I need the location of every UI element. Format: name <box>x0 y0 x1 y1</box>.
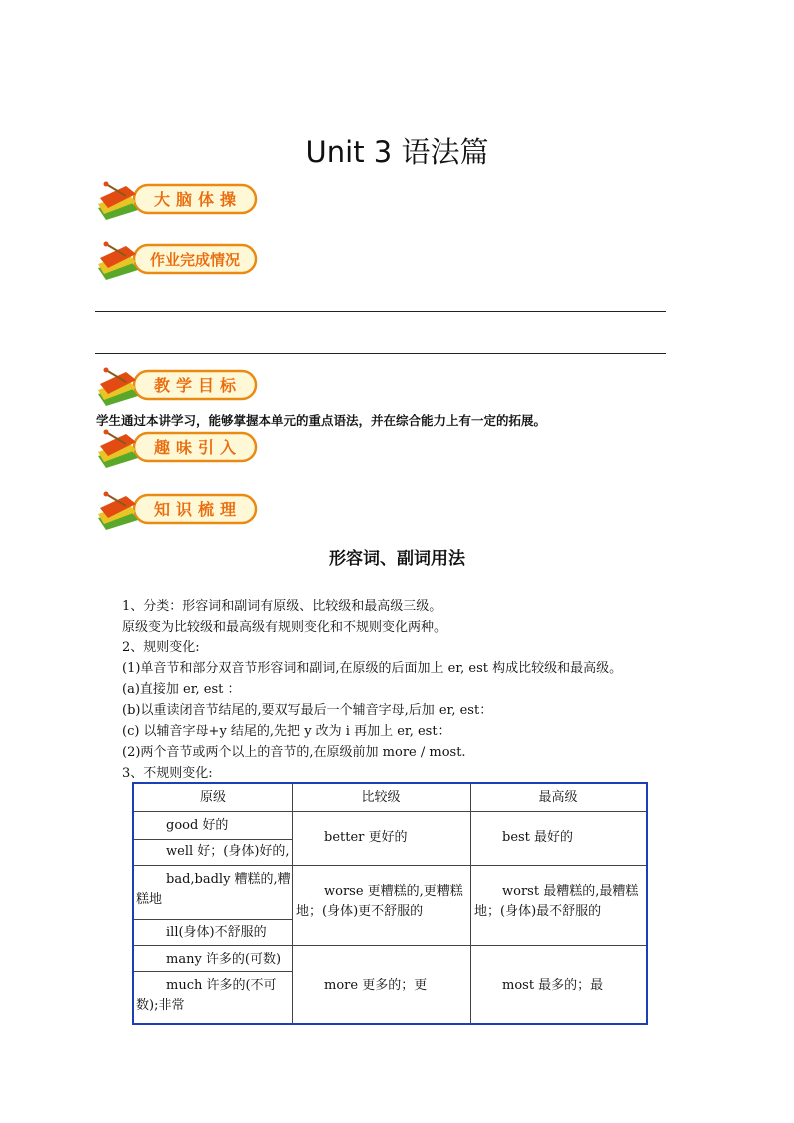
table-divider <box>134 919 292 920</box>
table-divider <box>134 945 646 946</box>
section-label: 教学目标 <box>153 376 242 395</box>
irregular-forms-table <box>132 782 648 1025</box>
table-cell: bad,badly 糟糕的,糟糕地 <box>136 872 291 907</box>
section-label: 趣味引入 <box>153 438 242 457</box>
table-divider <box>470 784 471 1023</box>
body-line: 3、不规则变化: <box>122 766 213 781</box>
table-divider <box>134 865 646 866</box>
body-line: (1)单音节和部分双音节形容词和副词,在原级的后面加上 er, est 构成比较级和最高级。 <box>122 661 623 676</box>
section-label: 大脑体操 <box>153 190 242 209</box>
table-cell: well 好；(身体)好的, <box>166 844 290 859</box>
section-label: 知识梳理 <box>153 500 242 519</box>
section-banner-goal <box>96 366 260 410</box>
section-label: 作业完成情况 <box>149 251 240 269</box>
table-cell: best 最好的 <box>502 830 574 845</box>
body-line: (c) 以辅音字母+y 结尾的,先把 y 改为 i 再加上 er, est： <box>122 724 451 739</box>
table-cell: much 许多的(不可数);非常 <box>136 978 277 1013</box>
table-cell: worst 最糟糕的,最糟糕地；(身体)最不舒服的 <box>474 884 639 919</box>
table-divider <box>134 839 292 840</box>
table-cell: ill(身体)不舒服的 <box>166 925 267 940</box>
answer-line <box>95 353 666 354</box>
section-subtitle: 形容词、副词用法 <box>329 549 465 569</box>
table-header: 原级 <box>199 790 226 805</box>
table-cell: many 许多的(可数) <box>166 952 282 967</box>
table-cell: more 更多的；更 <box>324 978 428 993</box>
section-banner-brain <box>96 180 260 224</box>
answer-line <box>95 311 666 312</box>
section-banner-intro <box>96 428 260 472</box>
table-header: 最高级 <box>538 790 578 805</box>
body-line: (b)以重读闭音节结尾的,要双写最后一个辅音字母,后加 er, est： <box>122 703 493 718</box>
body-line: (2)两个音节或两个以上的音节的,在原级前加 more / most. <box>122 745 466 760</box>
section-banner-homework <box>96 240 260 284</box>
body-line: 原级变为比较级和最高级有规则变化和不规则变化两种。 <box>122 620 448 635</box>
table-header: 比较级 <box>361 790 401 805</box>
table-cell: better 更好的 <box>324 830 408 845</box>
table-divider <box>134 971 292 972</box>
page-title: Unit 3 语法篇 <box>305 135 489 169</box>
table-cell: good 好的 <box>166 818 229 833</box>
table-cell: most 最多的；最 <box>502 978 604 993</box>
body-line: 1、分类：形容词和副词有原级、比较级和最高级三级。 <box>122 599 443 614</box>
table-divider <box>134 811 646 812</box>
body-line: 2、规则变化: <box>122 640 200 655</box>
goal-text: 学生通过本讲学习，能够掌握本单元的重点语法，并在综合能力上有一定的拓展。 <box>96 413 547 428</box>
table-cell: worse 更糟糕的,更糟糕地；(身体)更不舒服的 <box>296 884 463 919</box>
table-divider <box>292 784 293 1023</box>
body-line: (a)直接加 er, est ： <box>122 682 241 697</box>
section-banner-knowledge <box>96 490 260 534</box>
